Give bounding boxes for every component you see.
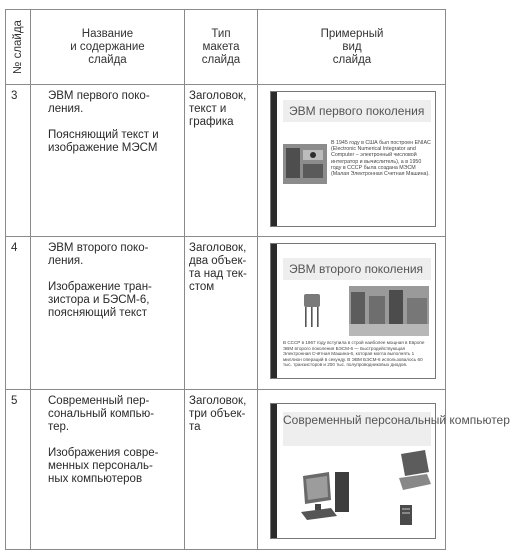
header-line: Примерный (320, 28, 384, 40)
besm6-photo-icon (349, 286, 429, 336)
row-layout-type (189, 90, 255, 129)
row-divider (6, 236, 445, 237)
slide-accent-bar (271, 404, 277, 538)
text-line: поясняющий текст (48, 307, 148, 319)
text-line: Изображения совре- (48, 447, 159, 459)
header-line: слайда (332, 54, 372, 66)
text-line: ления. (48, 255, 84, 267)
row-layout-type (189, 242, 255, 294)
slide-body-text: В 1945 году в США был построен ENIAC (Electronic Numerical Integrator and Computer – электронный числовой интегратор и вычислитель), а в 1950 году в СССР была создана МЭСМ (Малая Электронная Счетная Машина). (331, 140, 431, 178)
text-line: ления. (48, 103, 84, 115)
header-line: слайда (88, 54, 127, 66)
computer-photo-icon (283, 144, 327, 184)
header-line: слайда (201, 54, 241, 66)
text-line: та над тек- (189, 268, 247, 280)
text-line: тер. (48, 421, 70, 433)
row-name-content (48, 90, 182, 155)
text-line: ных компьютеров (48, 473, 143, 485)
tower-pc-icon (399, 504, 413, 526)
text-line: зистора и БЭСМ-6, (48, 294, 150, 306)
header-line: макета (202, 41, 240, 53)
header-line: и содержание (70, 41, 145, 53)
header-layout (185, 28, 257, 67)
text-line: два объек- (189, 255, 247, 267)
slide-plan-table (5, 9, 510, 550)
text-line: менных персональ- (48, 460, 153, 472)
header-line: вид (342, 41, 362, 53)
text-line: ЭВМ первого поко- (48, 90, 150, 102)
header-number-label: № слайда (12, 20, 24, 74)
row-name-content (48, 242, 182, 320)
text-line: изображение МЭСМ (48, 142, 158, 154)
row-divider (6, 84, 445, 85)
text-line: Поясняющий текст и (48, 129, 159, 141)
text-line: графика (189, 116, 234, 128)
text-line: стом (189, 281, 215, 293)
column-divider (257, 10, 258, 549)
desktop-pc-icon (301, 470, 359, 522)
slide-title: ЭВМ первого поколения (283, 100, 431, 122)
text-line: сональный компью- (48, 408, 155, 420)
row-number: 4 (11, 242, 18, 254)
header-preview (258, 28, 446, 67)
laptop-icon (397, 450, 431, 492)
slide-title: Современный персональный компьютер (283, 412, 431, 446)
text-line: три объек- (189, 408, 246, 420)
slide-body-text: В СССР в 1967 году вступила в строй наиболее мощная в Европе ЭВМ второго поколения БЭСМ-6 — Быстродействующая Электронная Счётная Машина-6, которая могла выполнять 1 миллион операций в секунду. В ЭВМ БЭСМ-6 использовалось 60 тыс. транзисторов и 200 тыс. полупроводниковых диодов. (283, 340, 425, 368)
slide-preview (270, 91, 436, 227)
header-number (6, 10, 30, 84)
text-line: та (189, 421, 201, 433)
row-name-content (48, 395, 182, 486)
row-number: 5 (11, 395, 18, 407)
text-line: Заголовок, (189, 90, 247, 102)
slide-preview (270, 403, 510, 539)
header-name (31, 28, 184, 67)
column-divider (30, 10, 31, 549)
slide-accent-bar (271, 92, 277, 226)
transistor-icon (299, 292, 325, 328)
slide-accent-bar (271, 244, 277, 378)
text-line: ЭВМ второго поко- (48, 242, 149, 254)
header-line: Тип (211, 28, 231, 40)
text-line: текст и (189, 103, 227, 115)
slide-preview (270, 243, 436, 379)
text-line: Заголовок, (189, 242, 247, 254)
text-line: Заголовок, (189, 395, 247, 407)
header-line: Название (81, 28, 134, 40)
row-layout-type (189, 395, 255, 434)
text-line: Современный пер- (48, 395, 150, 407)
row-divider (6, 389, 445, 390)
text-line: Изображение тран- (48, 281, 152, 293)
slide-title: ЭВМ второго поколения (283, 258, 431, 280)
column-divider (184, 10, 185, 549)
row-number: 3 (11, 90, 18, 102)
